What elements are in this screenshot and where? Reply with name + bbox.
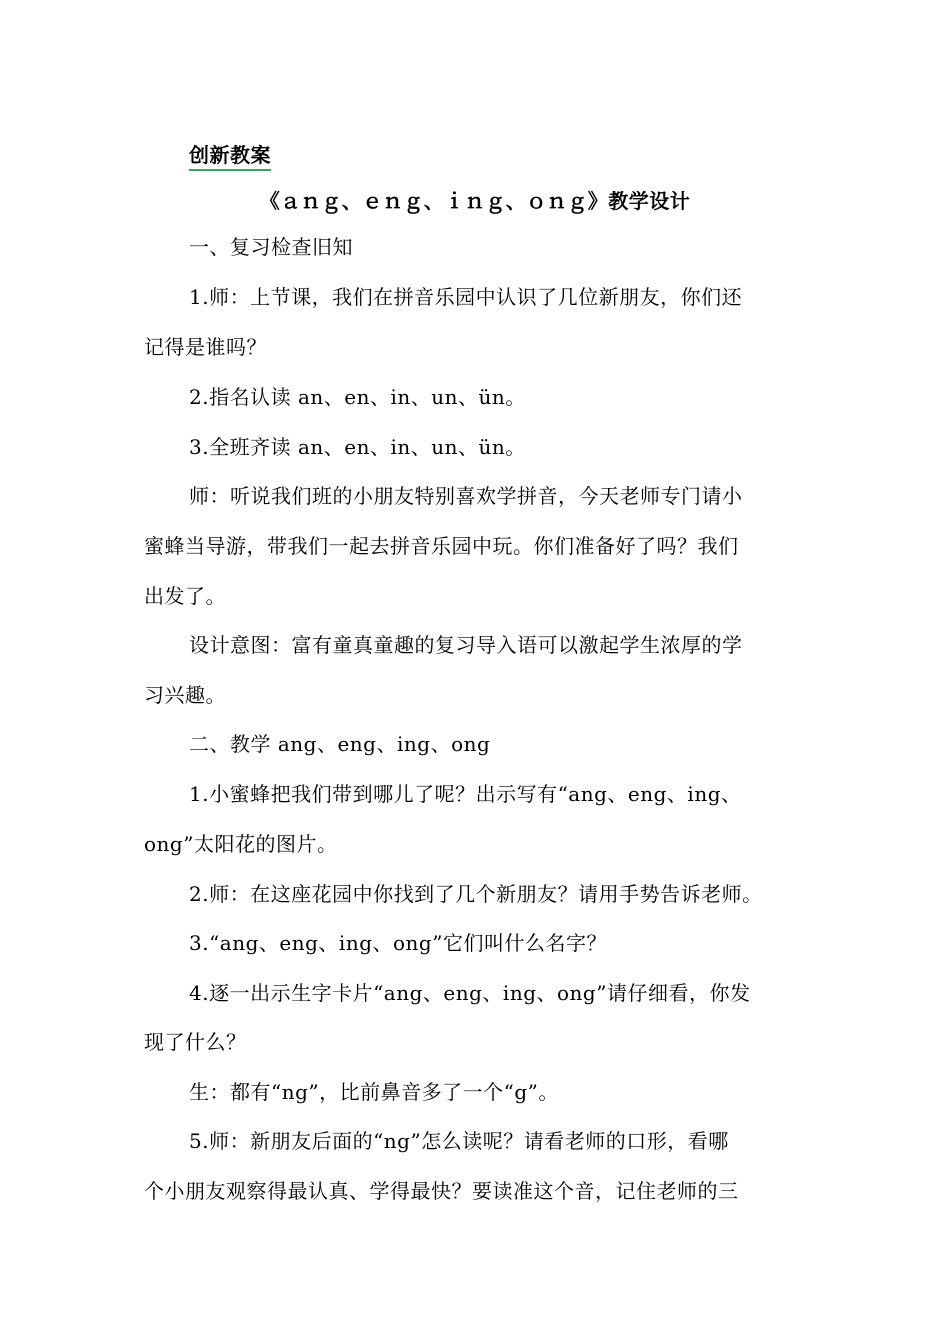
paragraph-line: 5.师：新朋友后面的“ng”怎么读呢？请看老师的口形，看哪 bbox=[189, 1129, 729, 1153]
paragraph-line: 记得是谁吗？ bbox=[144, 335, 267, 359]
paragraph-line: 3.全班齐读 an、en、in、un、ün。 bbox=[189, 435, 526, 459]
paragraph-line: 设计意图：富有童真童趣的复习导入语可以激起学生浓厚的学 bbox=[189, 633, 743, 657]
paragraph-line: 现了什么？ bbox=[144, 1030, 247, 1054]
paragraph-line: ong”太阳花的图片。 bbox=[144, 832, 338, 856]
paragraph-line: 4.逐一出示生字卡片“ang、eng、ing、ong”请仔细看，你发 bbox=[189, 981, 751, 1005]
paragraph-line: 蜜蜂当导游，带我们一起去拼音乐园中玩。你们准备好了吗？我们 bbox=[144, 534, 739, 558]
paragraph-line: 出发了。 bbox=[144, 584, 226, 608]
paragraph-line: 2.师：在这座花园中你找到了几个新朋友？请用手势告诉老师。 bbox=[189, 882, 763, 906]
paragraph-line: 3.“ang、eng、ing、ong”它们叫什么名字？ bbox=[189, 931, 607, 955]
section-heading-review: 一、复习检查旧知 bbox=[189, 235, 353, 259]
section-heading-teaching: 二、教学 ang、eng、ing、ong bbox=[189, 732, 491, 756]
paragraph-line: 生：都有“ng”，比前鼻音多了一个“g”。 bbox=[189, 1080, 559, 1104]
document-label: 创新教案 bbox=[189, 142, 271, 171]
paragraph-line: 1.小蜜蜂把我们带到哪儿了呢？出示写有“ang、eng、ing、 bbox=[189, 782, 742, 806]
paragraph-line: 2.指名认读 an、en、in、un、ün。 bbox=[189, 385, 526, 409]
paragraph-line: 习兴趣。 bbox=[144, 683, 226, 707]
paragraph-line: 师：听说我们班的小朋友特别喜欢学拼音，今天老师专门请小 bbox=[189, 484, 743, 508]
paragraph-line: 个小朋友观察得最认真、学得最快？要读准这个音，记住老师的三 bbox=[144, 1179, 739, 1203]
document-title: 《ａｎｇ、ｅｎｇ、ｉｎｇ、ｏｎｇ》教学设计 bbox=[259, 189, 691, 213]
paragraph-line: 1.师：上节课，我们在拼音乐园中认识了几位新朋友，你们还 bbox=[189, 285, 743, 309]
